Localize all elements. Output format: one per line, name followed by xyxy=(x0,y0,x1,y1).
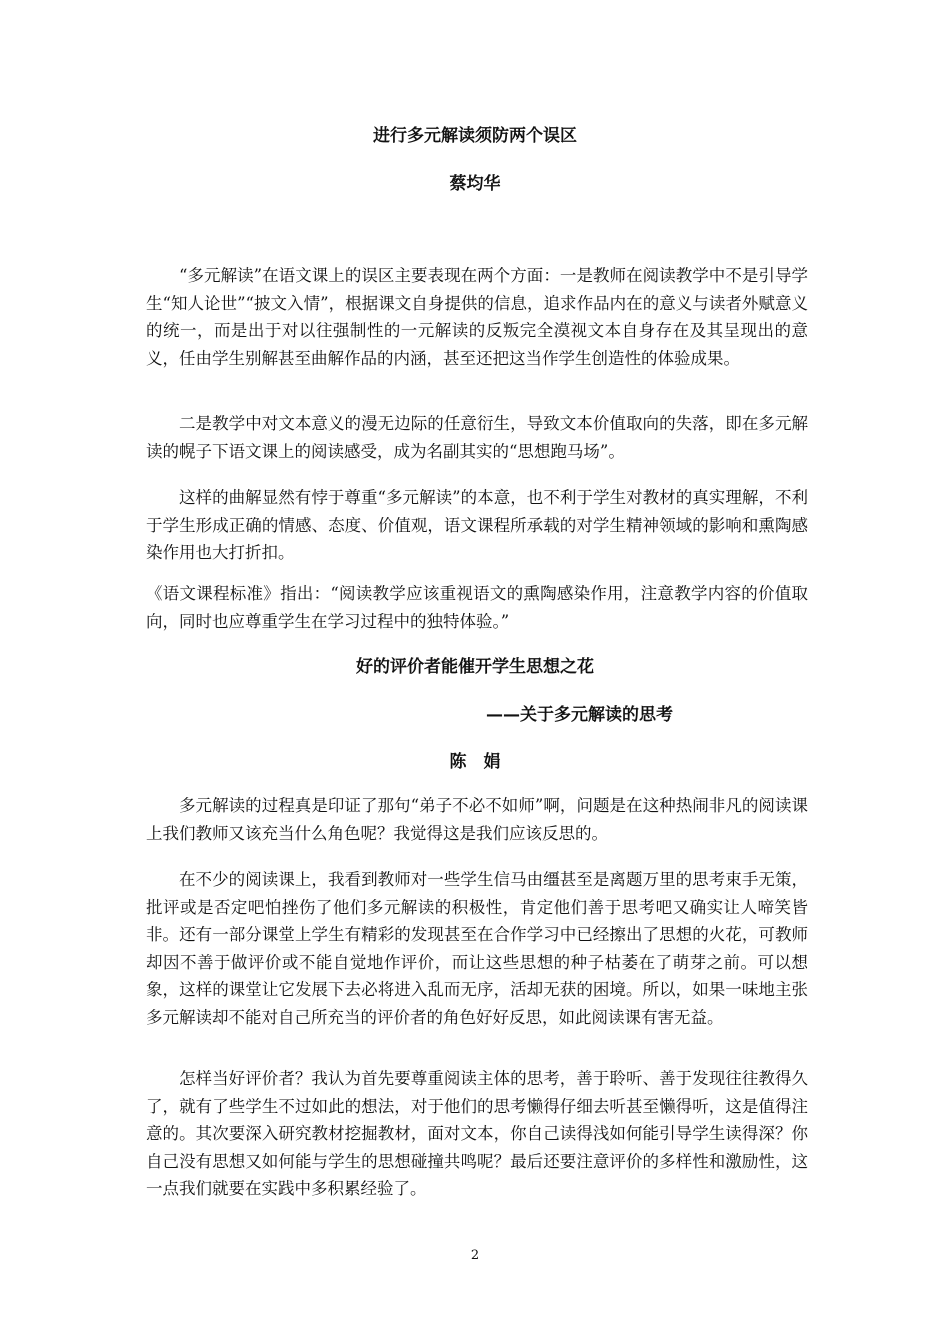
page-number: 2 xyxy=(470,1248,480,1263)
article2-author: 陈 娟 xyxy=(449,752,501,772)
article2-paragraph-1: 多元解读的过程真是印证了那句“弟子不必不如师”啊，问题是在这种热闹非凡的阅读课上我们教师又该充当什么角色呢？我觉得这是我们应该反思的。 xyxy=(146,796,808,843)
article1-author: 蔡均华 xyxy=(449,174,501,194)
article2-subtitle: ——关于多元解读的思考 xyxy=(486,705,673,725)
article2-paragraph-2: 在不少的阅读课上，我看到教师对一些学生信马由缰甚至是离题万里的思考束手无策，批评或是否定吧怕挫伤了他们多元解读的积极性，肯定他们善于思考吧又确实让人啼笑皆非。还有一部分课堂上学生有精彩的发现甚至在合作学习中已经擦出了思想的火花，可教师却因不善于做评价或不能自觉地作评价，而让这些思想的种子枯萎在了萌芽之前。可以想象，这样的课堂让它发展下去必将进入乱而无序，活却无获的困境。所以，如果一味地主张多元解读却不能对自己所充当的评价者的角色好好反思，如此阅读课有害无益。 xyxy=(146,870,808,1027)
article1-title: 进行多元解读须防两个误区 xyxy=(373,126,577,146)
article2-title: 好的评价者能催开学生思想之花 xyxy=(356,657,594,677)
article1-paragraph-4: 《语文课程标准》指出：“阅读教学应该重视语文的熏陶感染作用，注意教学内容的价值取向，同时也应尊重学生在学习过程中的独特体验。” xyxy=(146,584,808,631)
article2-paragraph-3: 怎样当好评价者？我认为首先要尊重阅读主体的思考，善于聆听、善于发现往往教得久了，就有了些学生不过如此的想法，对于他们的思考懒得仔细去听甚至懒得听，这是值得注意的。其次要深入研究教材挖掘教材，面对文本，你自己读得浅如何能引导学生读得深？你自己没有思想又如何能与学生的思想碰撞共鸣呢？最后还要注意评价的多样性和激励性，这一点我们就要在实践中多积累经验了。 xyxy=(146,1069,808,1198)
article1-paragraph-3: 这样的曲解显然有悖于尊重“多元解读”的本意，也不利于学生对教材的真实理解，不利于学生形成正确的情感、态度、价值观，语文课程所承载的对学生精神领域的影响和熏陶感染作用也大打折扣。 xyxy=(146,488,808,562)
article1-paragraph-2: 二是教学中对文本意义的漫无边际的任意衍生，导致文本价值取向的失落，即在多元解读的幌子下语文课上的阅读感受，成为名副其实的“思想跑马场”。 xyxy=(146,414,808,461)
article1-paragraph-1: “多元解读”在语文课上的误区主要表现在两个方面：一是教师在阅读教学中不是引导学生“知人论世”“披文入情”，根据课文自身提供的信息，追求作品内在的意义与读者外赋意义的统一，而是出于对以往强制性的一元解读的反叛完全漠视文本自身存在及其呈现出的意义，任由学生别解甚至曲解作品的内涵，甚至还把这当作学生创造性的体验成果。 xyxy=(146,266,808,368)
